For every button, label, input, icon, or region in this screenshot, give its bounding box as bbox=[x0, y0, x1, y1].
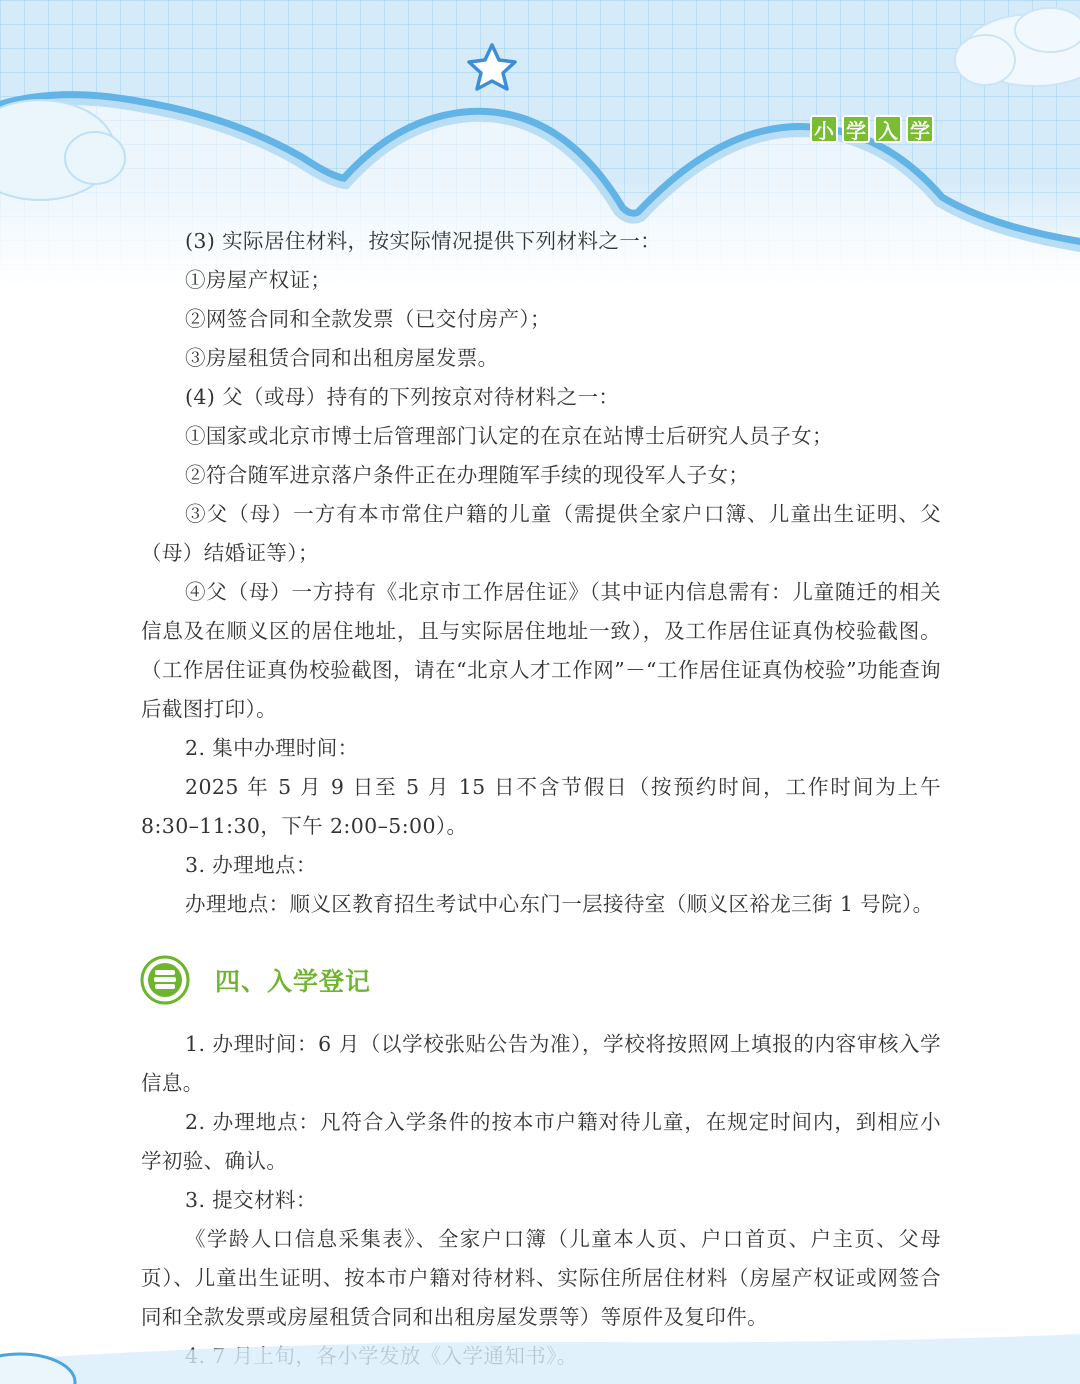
material-item: ③父（母）一方有本市常住户籍的儿童（需提供全家户口簿、儿童出生证明、父（母）结婚证等）； bbox=[141, 502, 941, 565]
badge-char: 学 bbox=[906, 115, 934, 143]
schedule-text: 2025 年 5 月 9 日至 5 月 15 日不含节假日（按预约时间，工作时间为上午 8:30–11:30，下午 2:00–5:00）。 bbox=[141, 775, 941, 838]
registration-item: 3. 提交材料： bbox=[185, 1188, 317, 1212]
subsection-heading: 3. 办理地点： bbox=[185, 853, 317, 877]
badge-char: 学 bbox=[842, 115, 870, 143]
registration-item: 1. 办理时间：6 月（以学校张贴公告为准），学校将按照网上填报的内容审核入学信息。 bbox=[141, 1032, 941, 1095]
section-title: 四、入学登记 bbox=[215, 967, 372, 996]
material-item: ①国家或北京市博士后管理部门认定的在京在站博士后研究人员子女； bbox=[185, 424, 833, 448]
material-item: ④父（母）一方持有《北京市工作居住证》（其中证内信息需有：儿童随迁的相关信息及在顺义区的居住地址，且与实际居住地址一致），及工作居住证真伪校验截图。（工作居住证真伪校验截图，请在“北京人才工作网”－“工作居住证真伪校验”功能查询后截图打印）。 bbox=[141, 580, 941, 721]
category-badge bbox=[810, 115, 934, 143]
section-heading bbox=[139, 954, 371, 1006]
registration-item: 2. 办理地点：凡符合入学条件的按本市户籍对待儿童，在规定时间内，到相应小学初验、确认。 bbox=[141, 1110, 941, 1173]
material-item-heading: (3) 实际居住材料，按实际情况提供下列材料之一： bbox=[185, 229, 662, 253]
books-icon bbox=[139, 954, 191, 1006]
material-item: ②符合随军进京落户条件正在办理随军手续的现役军人子女； bbox=[185, 463, 750, 487]
badge-char: 小 bbox=[810, 115, 838, 143]
material-item-heading: (4) 父（或母）持有的下列按京对待材料之一： bbox=[185, 385, 620, 409]
footer-decoration bbox=[0, 1320, 1080, 1384]
subsection-heading: 2. 集中办理时间： bbox=[185, 736, 359, 760]
materials-list: 《学龄人口信息采集表》、全家户口簿（儿童本人页、户口首页、户主页、父母页）、儿童出生证明、按本市户籍对待材料、实际住所居住材料（房屋产权证或网签合同和全款发票或房屋租赁合同和出租房屋发票等）等原件及复印件。 bbox=[141, 1227, 941, 1329]
location-text: 办理地点：顺义区教育招生考试中心东门一层接待室（顺义区裕龙三街 1 号院）。 bbox=[185, 892, 934, 916]
badge-char: 入 bbox=[874, 115, 902, 143]
material-item: ②网签合同和全款发票（已交付房产）； bbox=[185, 307, 551, 331]
material-item: ①房屋产权证； bbox=[185, 268, 332, 292]
material-item: ③房屋租赁合同和出租房屋发票。 bbox=[185, 346, 499, 370]
